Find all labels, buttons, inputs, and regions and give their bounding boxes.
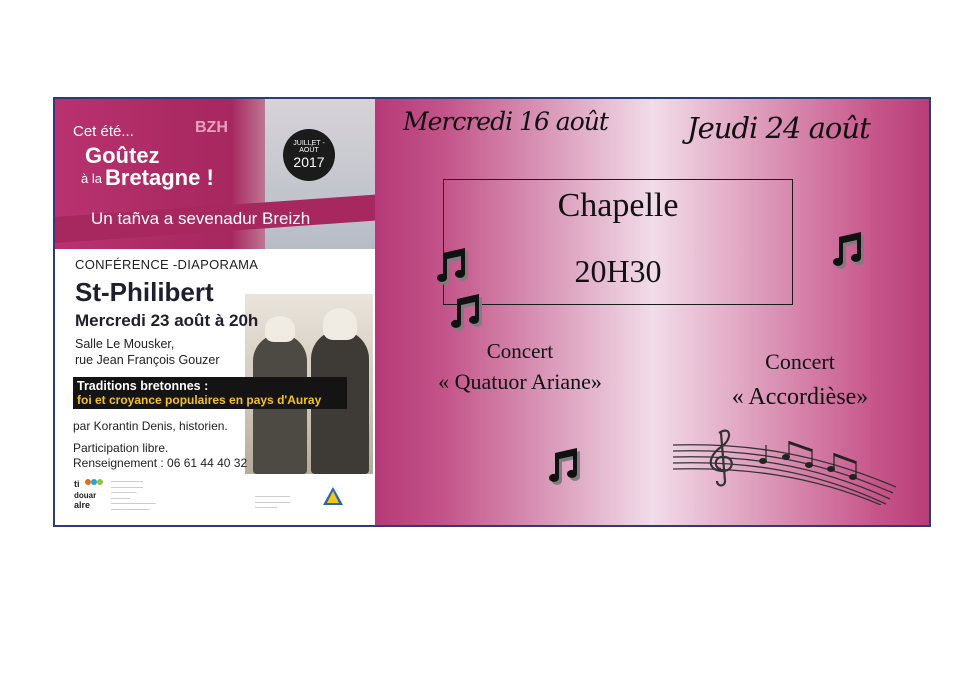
year-badge xyxy=(283,129,335,181)
svg-text:ti: ti xyxy=(74,479,80,489)
music-note-icon xyxy=(431,247,471,287)
badge-months: JUILLET - AOÛT xyxy=(293,140,325,154)
association-address: ────────── ────────── ──────── ────── ────────────── ──────────── xyxy=(111,479,156,512)
badge-year: 2017 xyxy=(293,154,325,170)
address-line2: rue Jean François Gouzer xyxy=(75,353,220,367)
music-note-icon xyxy=(827,231,867,271)
conference-poster xyxy=(55,99,375,525)
event-time: 20H30 xyxy=(574,253,662,289)
concert2-name: « Accordièse» xyxy=(731,384,869,410)
svg-text:alre: alre xyxy=(74,500,91,510)
panel-day1 xyxy=(375,99,651,525)
day1-date: Mercredi 16 août xyxy=(403,107,608,136)
day2-date: Jeudi 24 août xyxy=(687,111,870,145)
poster-tagline: Cet été... xyxy=(73,123,134,140)
speaker: par Korantin Denis, historien. xyxy=(73,419,228,433)
music-note-icon xyxy=(445,293,485,333)
treble-clef-staff-icon xyxy=(671,425,901,505)
participation: Participation libre. xyxy=(73,441,169,455)
flyer xyxy=(53,97,931,527)
concert2-label: Concert xyxy=(765,349,835,374)
concert1-label: Concert xyxy=(486,339,554,363)
photo-headdress-right xyxy=(323,308,357,340)
concert1-name: « Quatuor Ariane» xyxy=(438,369,602,394)
banner-text: Un tañva a sevenadur Breizh xyxy=(91,208,311,228)
ti-douar-alre-logo xyxy=(73,477,107,511)
svg-text:douar: douar xyxy=(74,491,97,500)
topic-highlight xyxy=(73,377,347,409)
music-note-icon xyxy=(543,447,583,487)
address-line1: Salle Le Mousker, xyxy=(75,337,175,351)
poster-title-line2: Bretagne ! xyxy=(105,165,214,190)
topic-line2: foi et croyance populaires en pays d'Auray xyxy=(77,393,322,407)
event-city: St-Philibert xyxy=(75,277,214,307)
partner-note: ─────────── ─────────── ─────── xyxy=(255,494,291,510)
st-philibert-logo xyxy=(321,485,345,509)
info-phone: Renseignement : 06 61 44 40 32 xyxy=(73,456,248,470)
poster-title-line1: Goûtez xyxy=(85,143,160,168)
event-date: Mercredi 23 août à 20h xyxy=(75,311,259,330)
topic-line1: Traditions bretonnes : xyxy=(77,379,209,393)
event-type: CONFÉRENCE -DIAPORAMA xyxy=(75,257,259,272)
photo-headdress-left xyxy=(265,316,295,342)
venue-name: Chapelle xyxy=(557,187,679,224)
bzh-label: BZH xyxy=(195,119,228,136)
poster-title-small: à la xyxy=(81,171,102,186)
